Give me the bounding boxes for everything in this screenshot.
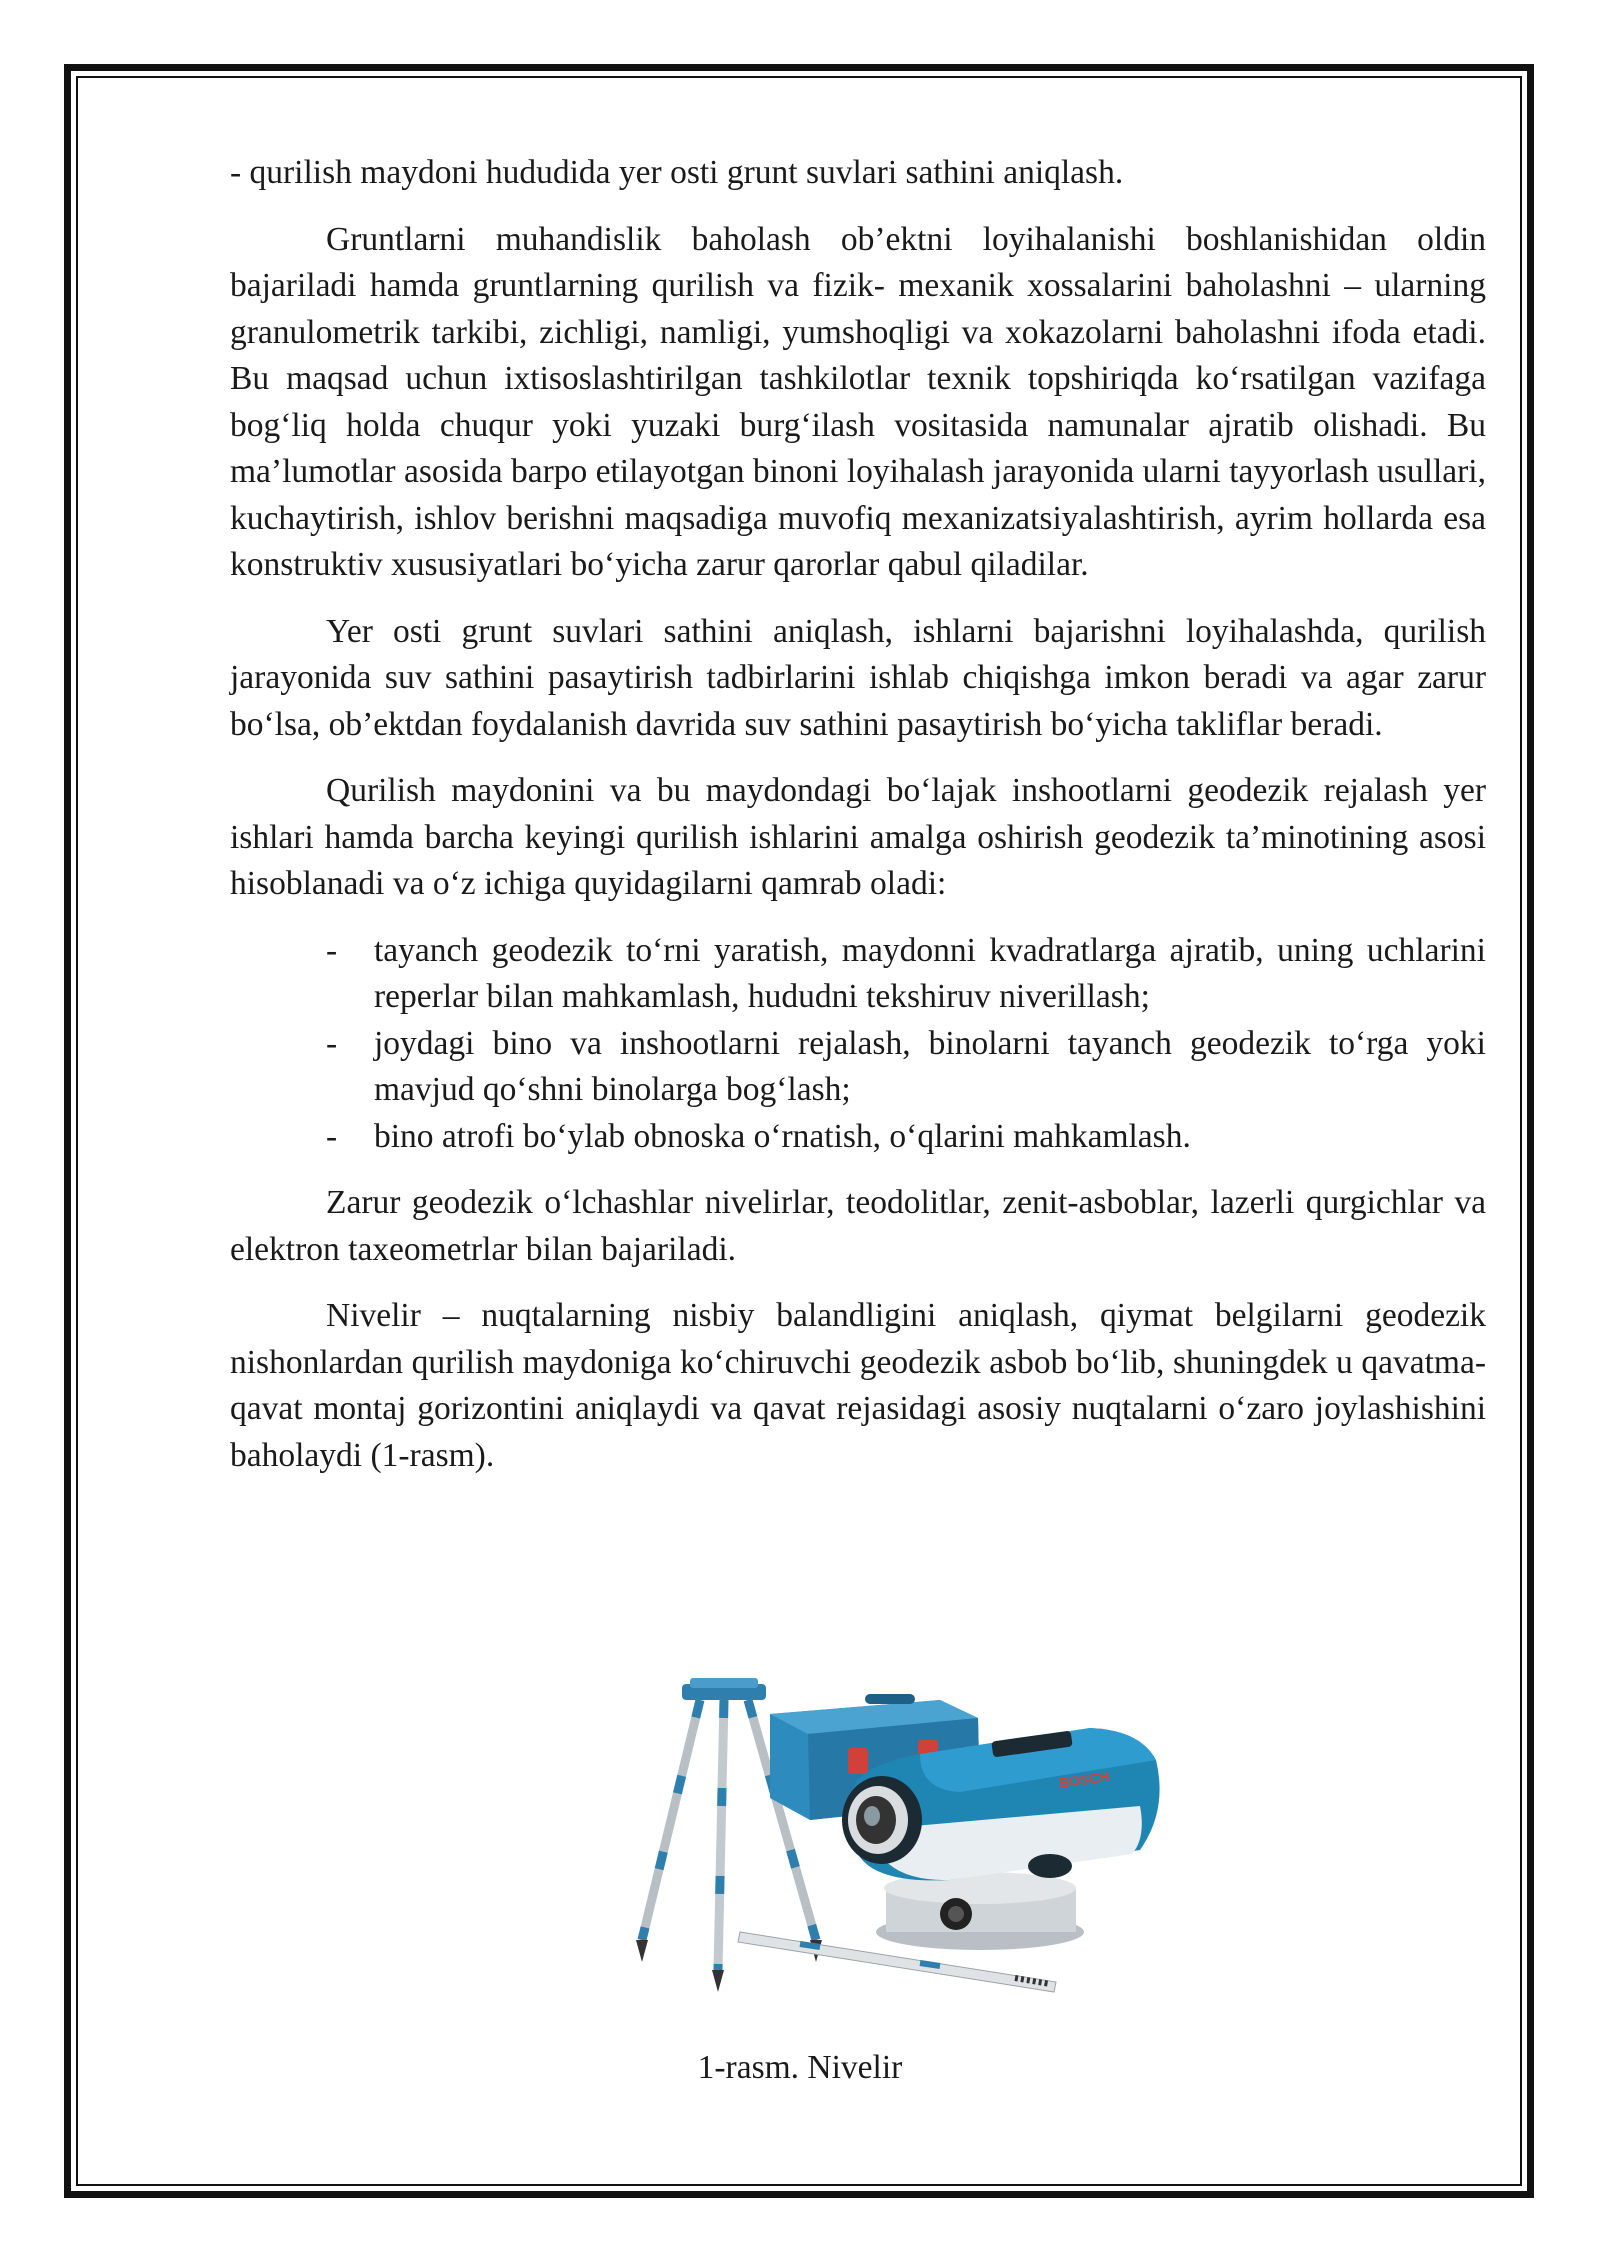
list-item <box>230 1021 1486 1114</box>
paragraph-1: Gruntlarni muhandislik baholash ob’ektni loyihalanishi boshlanishidan oldin bajariladi hamda gruntlarning qurilish va fizik- mexanik xossalarini baholashni – ularning granulometrik tarkibi, zichligi, namligi, yumshoqligi va xokazolarni baholashni ifoda etadi. Bu maqsad uchun ixtisoslashtirilgan tashkilotlar texnik topshiriqda koʻrsatilgan vazifaga bogʻliq holda chuqur yoki yuzaki burgʻilash vositasida namunalar ajratib olishadi. Bu ma’lumotlar asosida barpo etilayotgan binoni loyihalash jarayonida ularni tayyorlash usullari, kuchaytirish, ishlov berishni maqsadiga muvofiq mexanizatsiyalashtirish, ayrim hollarda esa konstruktiv xususiyatlari boʻyicha zarur qarorlar qabul qiladilar. <box>230 220 1486 583</box>
list-item <box>230 928 1486 1021</box>
nivelir-illustration <box>620 1670 1200 2010</box>
list-item-text: joydagi bino va inshootlarni rejalash, binolarni tayanch geodezik toʻrga yoki mavjud qoʻshni binolarga bogʻlash; <box>374 1024 1486 1108</box>
bullet-marker: - <box>326 931 338 969</box>
paragraph-2: Yer osti grunt suvlari sathini aniqlash, ishlarni bajarishni loyihalashda, qurilish jarayonida suv sathini pasaytirish tadbirlarini ishlab chiqishga imkon beradi va agar zarur boʻlsa, ob’ektdan foydalanish davrida suv sathini pasaytirish boʻyicha takliflar beradi. <box>230 612 1486 743</box>
bullet-marker: - <box>326 1117 338 1155</box>
intro-line: - qurilish maydoni hududida yer osti grunt suvlari sathini aniqlash. <box>230 154 1124 191</box>
list-item-text: bino atrofi boʻylab obnoska oʻrnatish, oʻqlarini mahkamlash. <box>374 1117 1191 1155</box>
document-body <box>230 150 1486 1499</box>
paragraph-3: Qurilish maydonini va bu maydondagi boʻlajak inshootlarni geodezik rejalash yer ishlari hamda barcha keyingi qurilish ishlarini amalga oshirish geodezik ta’minotining asosi hisoblanadi va oʻz ichiga quyidagilarni qamrab oladi: <box>230 772 1486 902</box>
figure-nivelir <box>620 1670 1200 2010</box>
list-item <box>230 1114 1486 1161</box>
paragraph-5: Nivelir – nuqtalarning nisbiy balandligini aniqlash, qiymat belgilarni geodezik nishonlardan qurilish maydoniga koʻchiruvchi geodezik asbob boʻlib, shuningdek u qavatma-qavat montaj gorizontini aniqlaydi va qavat rejasidagi asosiy nuqtalarni oʻzaro joylashishini baholaydi (1-rasm). <box>230 1297 1486 1474</box>
figure-caption: 1-rasm. Nivelir <box>697 2049 903 2086</box>
paragraph-4: Zarur geodezik oʻlchashlar nivelirlar, teodolitlar, zenit-asboblar, lazerli qurgichlar va elektron taxeometrlar bilan bajariladi. <box>230 1184 1486 1268</box>
bullet-marker: - <box>326 1024 338 1062</box>
bullet-list <box>230 928 1486 1161</box>
list-item-text: tayanch geodezik toʻrni yaratish, maydonni kvadratlarga ajratib, uning uchlarini reperlar bilan mahkamlash, hududni tekshiruv niverillash; <box>374 931 1486 1015</box>
brand-label: BOSCH <box>1058 1768 1111 1791</box>
